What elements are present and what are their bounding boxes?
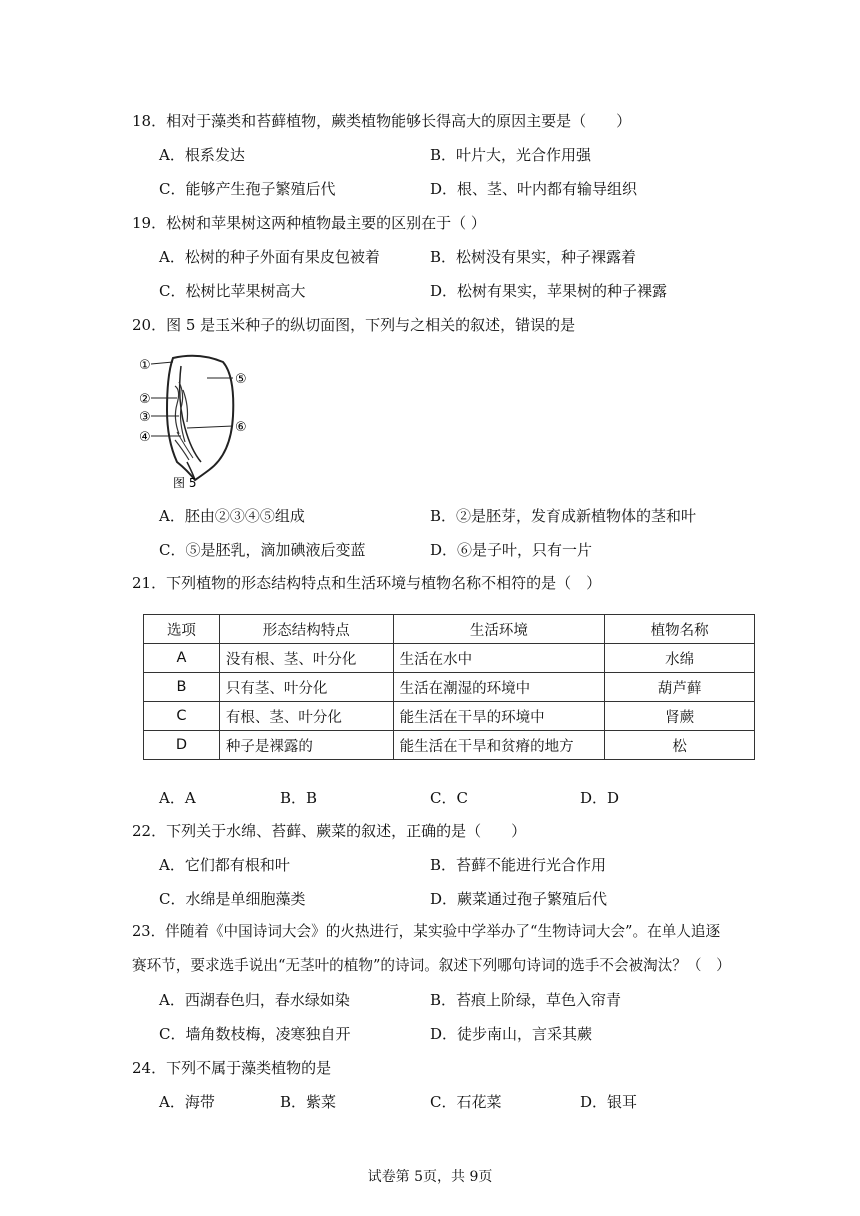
q18-option-d: D．根、茎、叶内都有输导组织 bbox=[430, 180, 638, 198]
q24-option-a: A．海带 bbox=[159, 1093, 215, 1111]
q24-option-c: C．石花菜 bbox=[430, 1093, 502, 1111]
table-cell: C bbox=[144, 702, 220, 731]
question-18-stem: 18．相对于藻类和苔藓植物，蕨类植物能够长得高大的原因主要是（ ） bbox=[132, 112, 632, 130]
q19-option-d: D．松树有果实，苹果树的种子裸露 bbox=[430, 282, 668, 300]
table-cell: 生活在水中 bbox=[393, 644, 605, 673]
question-24-stem: 24．下列不属于藻类植物的是 bbox=[132, 1059, 332, 1077]
q19-option-a: A．松树的种子外面有果皮包被着 bbox=[159, 248, 380, 266]
label-2: ② bbox=[139, 392, 151, 407]
table-header: 选项 bbox=[144, 615, 220, 644]
q23-option-d: D．徒步南山，言采其蕨 bbox=[430, 1025, 593, 1043]
table-cell: 水绵 bbox=[605, 644, 755, 673]
q20-option-d: D．⑥是子叶，只有一片 bbox=[430, 541, 593, 559]
table-cell: 没有根、茎、叶分化 bbox=[219, 644, 393, 673]
q20-option-a: A．胚由②③④⑤组成 bbox=[159, 507, 305, 525]
question-21-stem: 21．下列植物的形态结构特点和生活环境与植物名称不相符的是（ ） bbox=[132, 574, 602, 592]
table-cell: A bbox=[144, 644, 220, 673]
label-5: ⑤ bbox=[235, 372, 247, 387]
label-4: ④ bbox=[139, 430, 151, 445]
table-header: 植物名称 bbox=[605, 615, 755, 644]
table-cell: 肾蕨 bbox=[605, 702, 755, 731]
q23-option-c: C．墙角数枝梅，凌寒独自开 bbox=[159, 1025, 351, 1043]
q22-option-d: D．蕨菜通过孢子繁殖后代 bbox=[430, 890, 608, 908]
table-cell: 只有茎、叶分化 bbox=[219, 673, 393, 702]
q20-option-b: B．②是胚芽，发育成新植物体的茎和叶 bbox=[430, 507, 697, 525]
q19-option-c: C．松树比苹果树高大 bbox=[159, 282, 306, 300]
question-23-stem-line2: 赛环节，要求选手说出“无茎叶的植物”的诗词。叙述下列哪句诗词的选手不会被淘汰？（ ） bbox=[132, 957, 731, 974]
table-cell: 松 bbox=[605, 731, 755, 760]
question-22-stem: 22．下列关于水绵、苔藓、蕨菜的叙述，正确的是（ ） bbox=[132, 822, 527, 840]
table-header-row bbox=[144, 615, 755, 644]
q22-option-a: A．它们都有根和叶 bbox=[159, 856, 290, 874]
q21-option-c: C．C bbox=[430, 789, 468, 807]
corn-seed-figure bbox=[137, 350, 257, 490]
table-cell: 能生活在干旱的环境中 bbox=[393, 702, 605, 731]
table-cell: 葫芦藓 bbox=[605, 673, 755, 702]
q18-option-c: C．能够产生孢子繁殖后代 bbox=[159, 180, 336, 198]
label-3: ③ bbox=[139, 410, 151, 425]
figure-caption: 图 5 bbox=[173, 476, 197, 490]
table-cell: 种子是裸露的 bbox=[219, 731, 393, 760]
q21-option-d: D．D bbox=[580, 789, 620, 807]
q20-option-c: C．⑤是胚乳，滴加碘液后变蓝 bbox=[159, 541, 366, 559]
table-row bbox=[144, 644, 755, 673]
q21-option-a: A．A bbox=[159, 789, 196, 807]
q19-option-b: B．松树没有果实，种子裸露着 bbox=[430, 248, 637, 266]
table-row bbox=[144, 731, 755, 760]
q22-option-b: B．苔藓不能进行光合作用 bbox=[430, 856, 607, 874]
table-cell: 有根、茎、叶分化 bbox=[219, 702, 393, 731]
q22-option-c: C．水绵是单细胞藻类 bbox=[159, 890, 306, 908]
q18-option-a: A．根系发达 bbox=[159, 146, 245, 164]
plant-table bbox=[143, 614, 755, 760]
table-cell: 生活在潮湿的环境中 bbox=[393, 673, 605, 702]
label-6: ⑥ bbox=[235, 420, 247, 435]
q18-option-b: B．叶片大，光合作用强 bbox=[430, 146, 592, 164]
table-row bbox=[144, 702, 755, 731]
page-footer: 试卷第 5页，共 9页 bbox=[367, 1169, 493, 1185]
q24-option-d: D．银耳 bbox=[580, 1093, 638, 1111]
table-row bbox=[144, 673, 755, 702]
table-header: 形态结构特点 bbox=[219, 615, 393, 644]
question-20-stem: 20．图 5 是玉米种子的纵切面图，下列与之相关的叙述，错误的是 bbox=[132, 316, 576, 334]
q23-option-a: A．西湖春色归，春水绿如染 bbox=[159, 991, 350, 1009]
table-header: 生活环境 bbox=[393, 615, 605, 644]
q24-option-b: B．紫菜 bbox=[280, 1093, 337, 1111]
label-1: ① bbox=[139, 358, 151, 373]
q21-option-b: B．B bbox=[280, 789, 318, 807]
table-cell: D bbox=[144, 731, 220, 760]
table-cell: B bbox=[144, 673, 220, 702]
table-cell: 能生活在干旱和贫瘠的地方 bbox=[393, 731, 605, 760]
q23-option-b: B．苔痕上阶绿，草色入帘青 bbox=[430, 991, 622, 1009]
question-23-stem-line1: 23．伴随着《中国诗词大会》的火热进行，某实验中学举办了“生物诗词大会”。在单人追逐 bbox=[132, 923, 721, 940]
question-19-stem: 19．松树和苹果树这两种植物最主要的区别在于（ ） bbox=[132, 214, 486, 232]
